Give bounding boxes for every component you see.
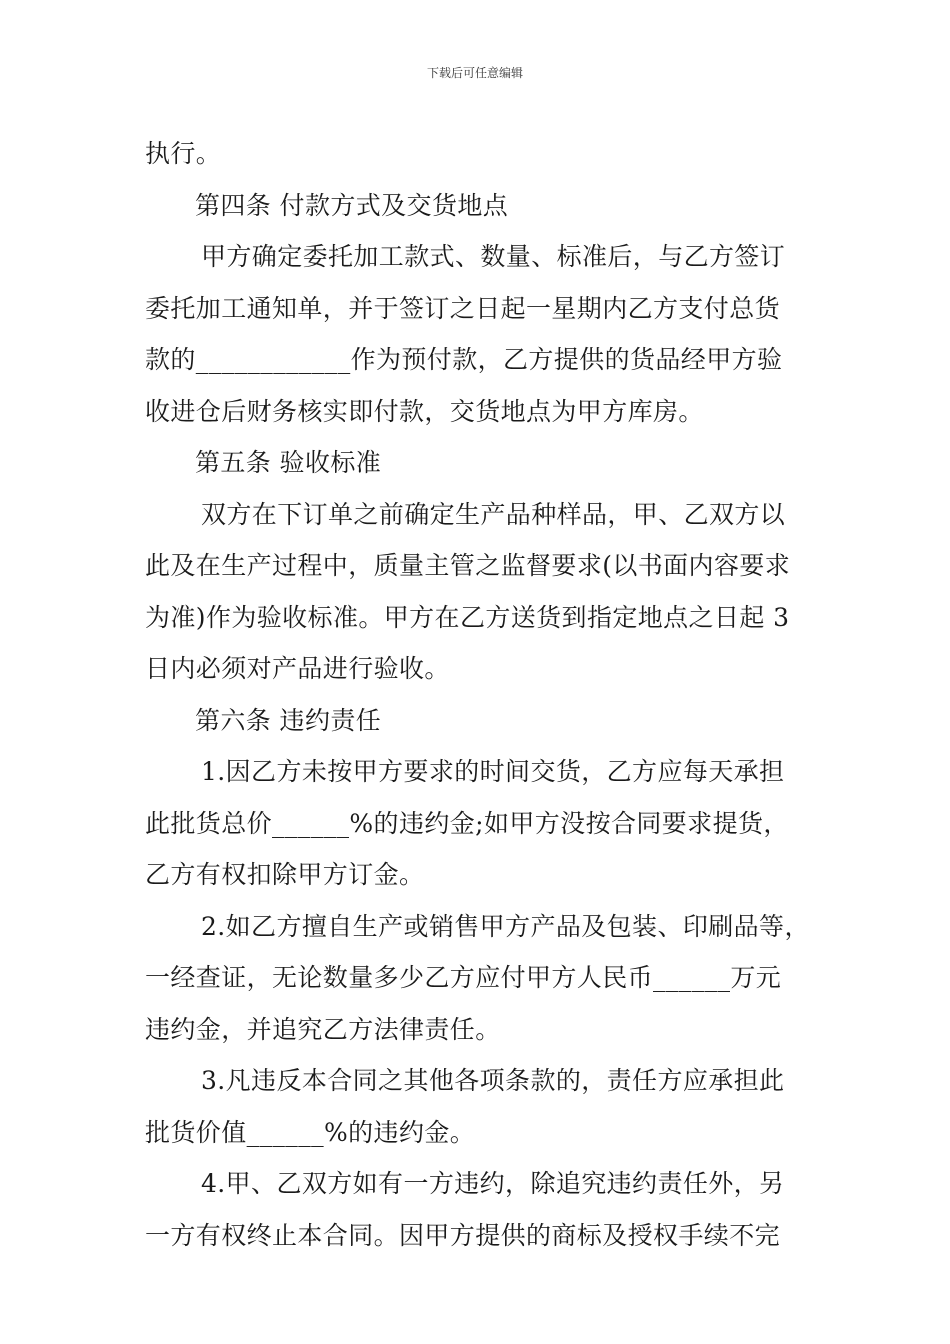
- text-line: 日内必须对产品进行验收。: [145, 654, 450, 683]
- text-line: 2.如乙方擅自生产或销售甲方产品及包装、印刷品等，: [201, 911, 810, 941]
- text-line: 此批货总价______%的违约金;如甲方没按合同要求提货，: [145, 808, 789, 838]
- text-line: 4.甲、乙双方如有一方违约，除追究违约责任外，另: [201, 1169, 785, 1198]
- page-header: 下载后可任意编辑: [426, 66, 523, 80]
- text-line: 1.因乙方未按甲方要求的时间交货，乙方应每天承担: [201, 757, 785, 786]
- text-line: 双方在下订单之前确定生产品种样品，甲、乙双方以: [201, 499, 786, 529]
- text-line: 收进仓后财务核实即付款，交货地点为甲方库房。: [145, 396, 704, 426]
- text-line: 第五条 验收标准: [195, 448, 382, 477]
- text-line: 款的____________作为预付款，乙方提供的货品经甲方验: [145, 345, 783, 374]
- text-line: 第四条 付款方式及交货地点: [195, 190, 509, 220]
- text-line: 第六条 违约责任: [195, 705, 382, 735]
- text-line: 执行。: [145, 139, 222, 168]
- text-line: 违约金，并追究乙方法律责任。: [145, 1014, 501, 1044]
- text-line: 委托加工通知单，并于签订之日起一星期内乙方支付总货: [145, 293, 781, 323]
- text-line: 为准)作为验收标准。甲方在乙方送货到指定地点之日起 3: [145, 602, 790, 632]
- text-line: 乙方有权扣除甲方订金。: [145, 860, 425, 889]
- text-line: 一经查证，无论数量多少乙方应付甲方人民币______万元: [145, 963, 782, 992]
- text-line: 此及在生产过程中，质量主管之监督要求(以书面内容要求: [145, 551, 791, 580]
- text-line: 甲方确定委托加工款式、数量、标准后，与乙方签订: [201, 242, 786, 271]
- text-line: 3.凡违反本合同之其他各项条款的，责任方应承担此: [201, 1066, 785, 1095]
- text-line: 一方有权终止本合同。因甲方提供的商标及授权手续不完: [145, 1220, 781, 1250]
- text-line: 批货价值______%的违约金。: [145, 1117, 476, 1147]
- document-body: [145, 128, 815, 1261]
